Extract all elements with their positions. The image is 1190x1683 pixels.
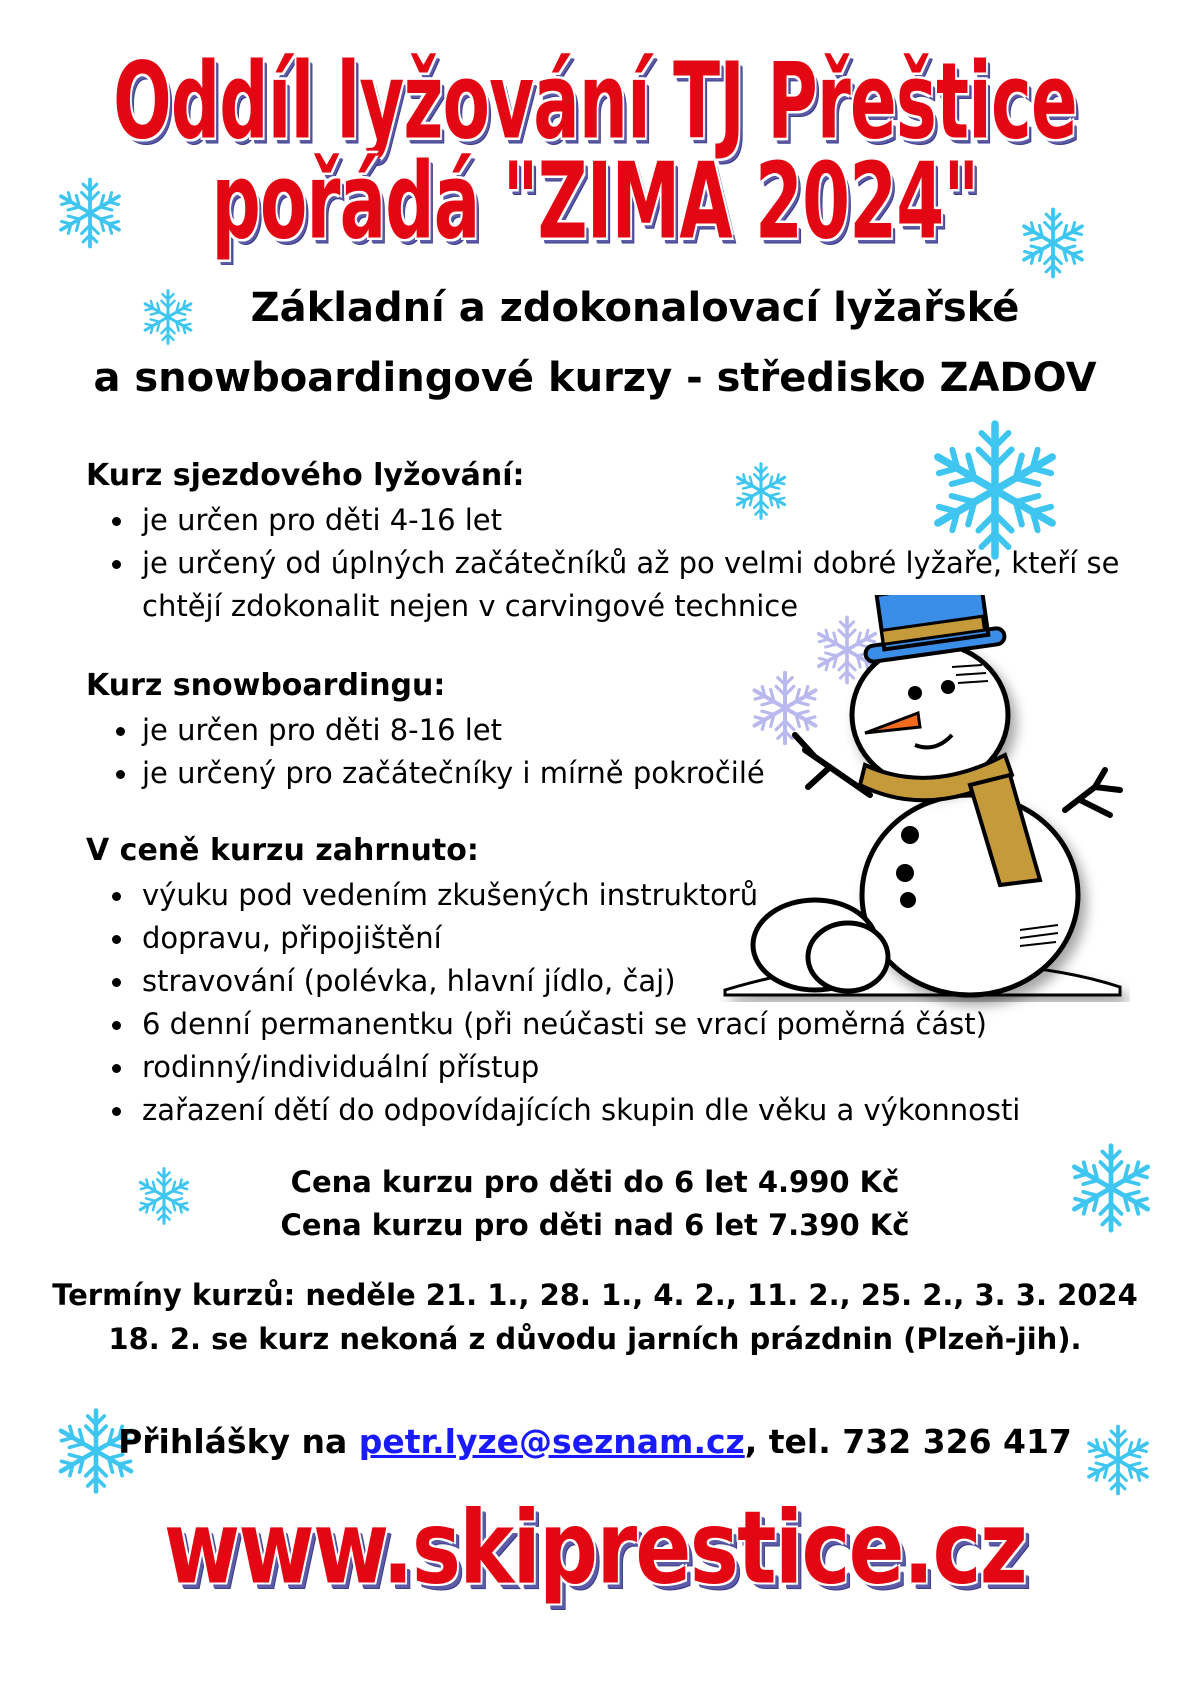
poster-title-line2: pořádá "ZIMA 2024" — [211, 139, 979, 263]
price-over-6: Cena kurzu pro děti nad 6 let 7.390 Kč — [280, 1208, 910, 1242]
bullet-icon — [112, 978, 121, 987]
included-heading: V ceně kurzu zahrnuto: — [86, 833, 479, 868]
subtitle-line2: a snowboardingové kurzy - středisko ZADOV — [93, 355, 1097, 401]
ski-course-heading: Kurz sjezdového lyžování: — [86, 458, 525, 493]
list-item: rodinný/individuální přístup — [86, 1046, 1020, 1089]
course-dates: Termíny kurzů: neděle 21. 1., 28. 1., 4. 2., 11. 2., 25. 2., 3. 3. 2024 — [52, 1278, 1138, 1312]
bullet-icon — [112, 517, 121, 526]
bullet-icon — [116, 770, 125, 779]
contact-phone: , tel. 732 326 417 — [744, 1422, 1072, 1461]
email-link[interactable]: petr.lyze@seznam.cz — [358, 1422, 745, 1461]
bullet-icon — [112, 935, 121, 944]
snowboard-course-section — [86, 668, 765, 795]
price-under-6: Cena kurzu pro děti do 6 let 4.990 Kč — [290, 1165, 900, 1199]
list-item: dopravu, připojištění — [86, 917, 1020, 960]
bullet-icon — [116, 727, 125, 736]
list-item: je určen pro děti 8-16 let — [86, 709, 765, 752]
list-item: výuku pod vedením zkušených instruktorů — [86, 874, 1020, 917]
list-item: je určen pro děti 4-16 let — [86, 499, 1119, 542]
bullet-icon — [112, 560, 121, 569]
bullet-icon — [112, 1021, 121, 1030]
bullet-icon — [112, 1064, 121, 1073]
snowboard-course-list — [86, 709, 765, 795]
snowflake-icon — [52, 175, 128, 251]
list-item: je určený od úplných začátečníků až po velmi dobré lyžaře, kteří se — [86, 542, 1119, 585]
list-item-continuation: chtějí zdokonalit nejen v carvingové technice — [142, 589, 799, 623]
contact-line — [0, 1422, 1190, 1461]
list-item: 6 denní permanentku (při neúčasti se vrací poměrná část) — [86, 1003, 1020, 1046]
bullet-icon — [112, 1107, 121, 1116]
snowboard-course-heading: Kurz snowboardingu: — [86, 668, 446, 703]
list-item: zařazení dětí do odpovídajících skupin dle věku a výkonnosti — [86, 1089, 1020, 1132]
snowman-illustration — [720, 595, 1130, 1025]
snowflake-icon — [1015, 205, 1091, 281]
list-item: je určený pro začátečníky i mírně pokročilé — [86, 752, 765, 795]
bullet-icon — [112, 892, 121, 901]
subtitle-line1: Základní a zdokonalovací lyžařské — [250, 285, 1020, 331]
list-item: stravování (polévka, hlavní jídlo, čaj) — [86, 960, 1020, 1003]
contact-prefix: Přihlášky na — [118, 1422, 359, 1461]
website-url: www.skiprestice.cz — [163, 1489, 1027, 1607]
poster-title-line1: Oddíl lyžování TJ Přeštice — [113, 39, 1077, 163]
course-exception-note: 18. 2. se kurz nekoná z důvodu jarních prázdnin (Plzeň-jih). — [108, 1322, 1082, 1356]
